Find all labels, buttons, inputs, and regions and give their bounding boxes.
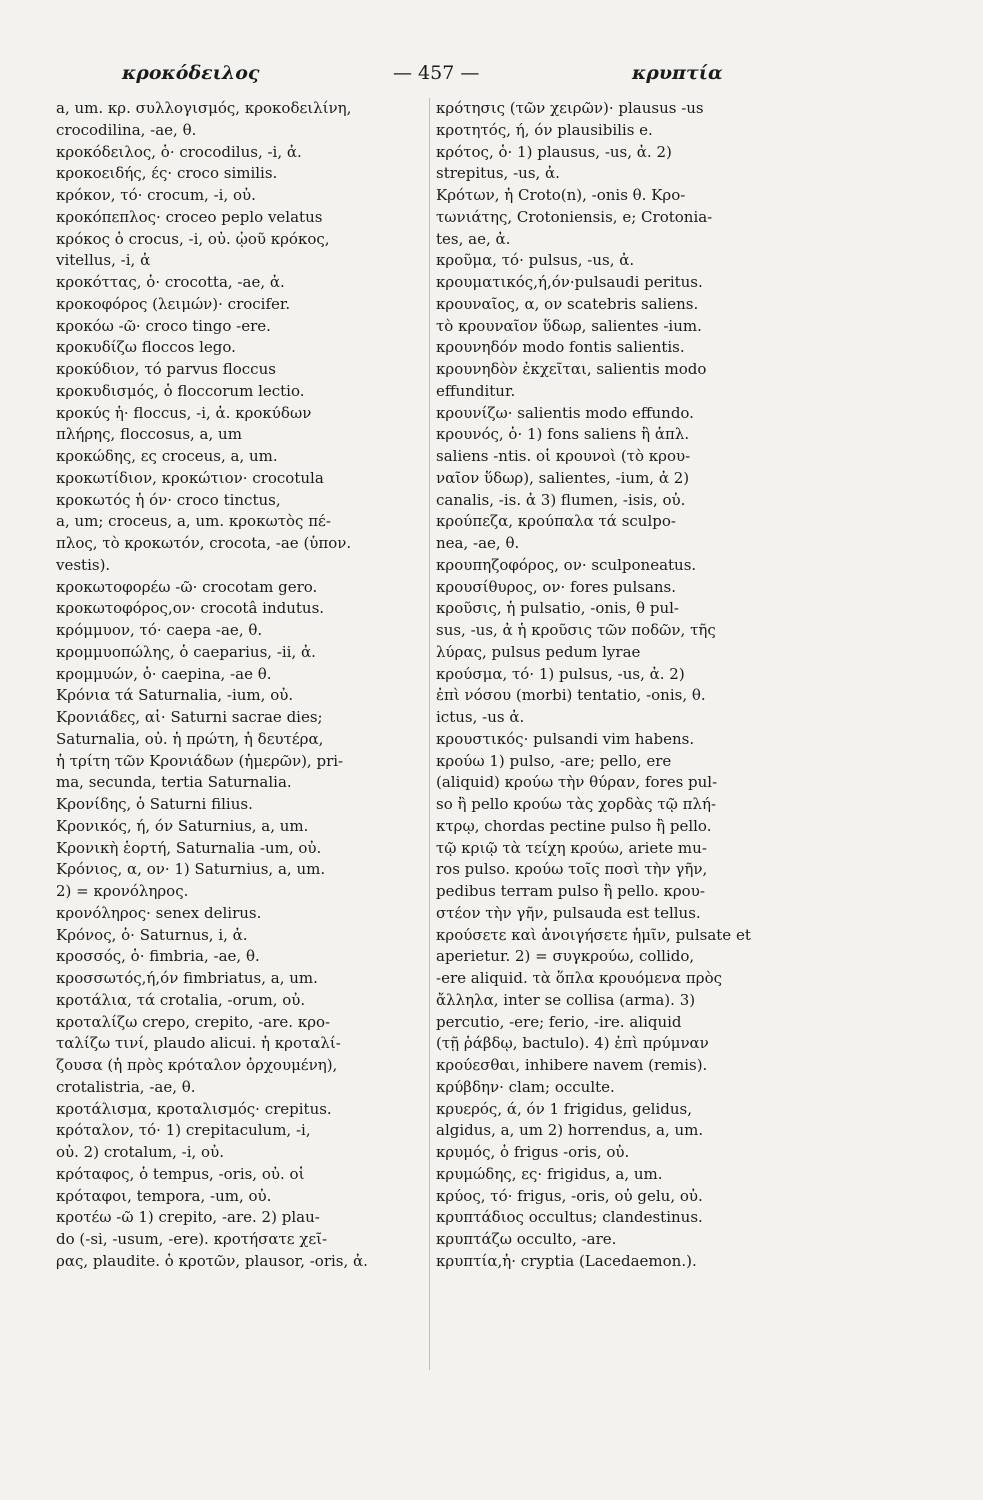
page-header — [0, 62, 983, 86]
dictionary-entry-line: ros pulso. κρούω τοῖς ποσὶ τὴν γῆν, — [436, 860, 708, 879]
dictionary-entry-line: nea, -ae, θ. — [436, 534, 520, 552]
right-running-headword: κρυπτία — [632, 62, 723, 84]
dictionary-entry-line: κρουνός, ὁ· 1) fons saliens ἢ ἁπλ. — [436, 425, 690, 444]
dictionary-entry-line: κρυμός, ὁ frigus -oris, οὐ. — [436, 1143, 630, 1161]
dictionary-entry-line: κροκωτοφόρος,ον· crocotâ indutus. — [56, 599, 325, 618]
dictionary-entry-line: Saturnalia, οὐ. ἡ πρώτη, ἡ δευτέρα, — [56, 729, 324, 748]
dictionary-entry-line: Κρονιάδες, αἱ· Saturni sacrae dies; — [56, 708, 323, 726]
dictionary-entry-line: κροκώδης, ες croceus, a, um. — [56, 447, 278, 465]
dictionary-entry-line: pedibus terram pulso ἢ pello. κρου- — [436, 882, 705, 900]
dictionary-entry-line: saliens -ntis. οἱ κρουνοὶ (τὸ κρου- — [436, 447, 691, 465]
dictionary-entry-line: ἐπὶ νόσου (morbi) tentatio, -onis, θ. — [436, 686, 706, 705]
dictionary-entry-line: τωνιάτης, Crotoniensis, e; Crotonia- — [436, 207, 713, 226]
dictionary-entry-line: κρουπηζοφόρος, ον· sculponeatus. — [436, 555, 697, 574]
dictionary-entry-line: ζουσα (ἡ πρὸς κρόταλον ὀρχουμένη), — [56, 1056, 338, 1074]
dictionary-entry-line: κρούσετε καὶ ἀνοιγήσετε ἡμῖν, pulsate et — [436, 925, 751, 944]
dictionary-entry-line: κρουστικός· pulsandi vim habens. — [436, 729, 695, 748]
dictionary-entry-line: κροκωτοφορέω -ῶ· crocotam gero. — [56, 577, 318, 596]
dictionary-entry-line: κροκόττας, ὁ· crocotta, -ae, ἀ. — [56, 273, 285, 291]
dictionary-entry-line: κρόταφοι, tempora, -um, οὐ. — [56, 1186, 272, 1205]
dictionary-entry-line: τὸ κρουναῖον ὕδωρ, salientes -ium. — [436, 316, 702, 335]
dictionary-entry-line: κρουνίζω· salientis modo effundo. — [436, 403, 694, 422]
dictionary-entry-line: κροκυδισμός, ὁ floccorum lectio. — [56, 381, 305, 400]
dictionary-entry-line: ναῖον ὕδωρ), salientes, -ium, ἀ 2) — [436, 468, 690, 487]
dictionary-entry-line: so ἢ pello κρούω τὰς χορδὰς τῷ πλή- — [436, 795, 717, 813]
dictionary-entry-line: κρόταλον, τό· 1) crepitaculum, -i, — [56, 1121, 311, 1140]
dictionary-entry-line: ἄλληλα, inter se collisa (arma). 3) — [436, 990, 696, 1009]
dictionary-entry-line: κροταλίζω crepo, crepito, -are. κρο- — [56, 1012, 331, 1031]
dictionary-entry-line: Κρότων, ἡ Croto(n), -onis θ. Κρο- — [436, 186, 686, 204]
dictionary-entry-line: λύρας, pulsus pedum lyrae — [436, 642, 641, 661]
dictionary-entry-line: κρομμυοπώλης, ὁ caeparius, -ii, ἀ. — [56, 642, 316, 661]
dictionary-entry-line: Κρόνια τά Saturnalia, -ium, οὐ. — [56, 686, 294, 705]
dictionary-entry-line: κροκόδειλος, ὁ· crocodilus, -i, ἀ. — [56, 142, 302, 161]
dictionary-entry-line: κροῦμα, τό· pulsus, -us, ἀ. — [436, 251, 635, 270]
dictionary-entry-line: Κρονίδης, ὁ Saturni filius. — [56, 795, 253, 813]
dictionary-entry-line: strepitus, -us, ἀ. — [436, 164, 560, 183]
dictionary-entry-line: κροκύς ἡ· floccus, -i, ἀ. κροκύδων — [56, 403, 312, 422]
dictionary-entry-line: (τῇ ῥάβδῳ, bactulo). 4) ἐπὶ πρύμναν — [436, 1034, 709, 1053]
dictionary-entry-line: κροκωτός ἡ όν· croco tinctus, — [56, 490, 281, 509]
dictionary-entry-line: κρούπεζα, κρούπαλα τά sculpo- — [436, 512, 676, 531]
dictionary-entry-line: κρυμώδης, ες· frigidus, a, um. — [436, 1164, 663, 1183]
dictionary-entry-line: κροῦσις, ἡ pulsatio, -onis, θ pul- — [436, 599, 679, 618]
dictionary-entry-line: κρουναῖος, α, ον scatebris saliens. — [436, 294, 699, 313]
dictionary-entry-line: κροκόπεπλος· croceo peplo velatus — [56, 207, 323, 226]
dictionary-entry-line: κρουνηδὸν ἐκχεῖται, salientis modo — [436, 360, 707, 378]
dictionary-entry-line: crotalistria, -ae, θ. — [56, 1077, 196, 1096]
dictionary-entry-line: κρότησις (τῶν χειρῶν)· plausus -us — [436, 99, 704, 117]
dictionary-entry-line: κροκοφόρος (λειμών)· crocifer. — [56, 294, 291, 313]
dictionary-entry-line: κρονόληρος· senex delirus. — [56, 903, 262, 922]
dictionary-entry-line: πλος, τὸ κροκωτόν, crocota, -ae (ὑπον. — [56, 534, 352, 552]
dictionary-entry-line: κρούω 1) pulso, -are; pello, ere — [436, 751, 672, 770]
dictionary-entry-line: crocodilina, -ae, θ. — [56, 120, 197, 139]
dictionary-entry-line: κρυερός, ά, όν 1 frigidus, gelidus, — [436, 1099, 692, 1118]
dictionary-entry-line: -ere aliquid. τὰ ὅπλα κρουόμενα πρὸς — [436, 969, 723, 987]
dictionary-entry-line: κροκωτίδιον, κροκώτιον· crocotula — [56, 468, 324, 487]
dictionary-entry-line: aperietur. 2) = συγκρούω, collido, — [436, 947, 695, 966]
dictionary-entry-line: κρουνηδόν modo fontis salientis. — [436, 338, 685, 357]
dictionary-entry-line: vitellus, -i, ἀ — [56, 251, 151, 270]
dictionary-entry-line: οὐ. 2) crotalum, -i, οὐ. — [56, 1143, 224, 1161]
dictionary-entry-line: vestis). — [56, 555, 111, 574]
dictionary-entry-line: canalis, -is. ἀ 3) flumen, -isis, οὐ. — [436, 490, 686, 509]
dictionary-entry-line: στέον τὴν γῆν, pulsauda est tellus. — [436, 903, 701, 922]
dictionary-entry-line: πλήρης, floccosus, a, um — [56, 425, 242, 444]
dictionary-entry-line: Κρονικὴ ἑορτή, Saturnalia -um, οὐ. — [56, 838, 322, 857]
dictionary-entry-line: κροτέω -ῶ 1) crepito, -are. 2) plau- — [56, 1208, 320, 1227]
dictionary-entry-line: sus, -us, ἀ ἡ κροῦσις τῶν ποδῶν, τῆς — [436, 621, 716, 639]
dictionary-entry-line: κρότος, ὁ· 1) plausus, -us, ἀ. 2) — [436, 142, 672, 161]
dictionary-entry-line: κρομμυών, ὁ· caepina, -ae θ. — [56, 664, 272, 683]
dictionary-entry-line: ictus, -us ἀ. — [436, 708, 525, 726]
dictionary-entry-line: κρόκος ὁ crocus, -i, οὐ. ᾠοῦ κρόκος, — [56, 229, 330, 248]
dictionary-entry-line: κροκοειδής, ές· croco similis. — [56, 164, 278, 183]
dictionary-entry-line: κρούσμα, τό· 1) pulsus, -us, ἀ. 2) — [436, 664, 685, 683]
dictionary-entry-line: Κρόνιος, α, ον· 1) Saturnius, a, um. — [56, 860, 326, 879]
dictionary-entry-line: κρουσίθυρος, ον· fores pulsans. — [436, 577, 677, 596]
dictionary-entry-line: κροτητός, ή, όν plausibilis e. — [436, 120, 653, 139]
dictionary-entry-line: κρούεσθαι, inhibere navem (remis). — [436, 1056, 708, 1074]
dictionary-entry-line: 2) = κρονόληρος. — [56, 882, 189, 900]
dictionary-entry-line: percutio, -ere; ferio, -ire. aliquid — [436, 1012, 682, 1031]
page-number: — 457 — — [393, 62, 480, 84]
dictionary-entry-line: a, um. κρ. συλλογισμός, κροκοδειλίνη, — [56, 99, 352, 117]
dictionary-entry-line: κροκύδιον, τό parvus floccus — [56, 360, 276, 378]
dictionary-entry-line: κροκόω -ῶ· croco tingo -ere. — [56, 316, 271, 335]
dictionary-entry-line: effunditur. — [436, 381, 516, 400]
dictionary-entry-line: algidus, a, um 2) horrendus, a, um. — [436, 1121, 704, 1140]
right-column — [429, 98, 868, 1370]
dictionary-entry-line: κροκυδίζω floccos lego. — [56, 338, 236, 357]
dictionary-entry-line: ma, secunda, tertia Saturnalia. — [56, 773, 292, 792]
dictionary-entry-line: κρόκον, τό· crocum, -i, οὐ. — [56, 186, 256, 204]
dictionary-entry-line: κρυπτάδιος occultus; clandestinus. — [436, 1208, 703, 1227]
dictionary-entry-line: tes, ae, ἀ. — [436, 229, 511, 248]
dictionary-entry-line: a, um; croceus, a, um. κροκωτὸς πέ- — [56, 512, 331, 531]
dictionary-entry-line: κρόταφος, ὁ tempus, -oris, οὐ. οἱ — [56, 1164, 305, 1183]
dictionary-entry-line: ἡ τρίτη τῶν Κρονιάδων (ἡμερῶν), pri- — [56, 751, 344, 770]
dictionary-entry-line: τῷ κριῷ τὰ τείχη κρούω, ariete mu- — [436, 838, 707, 857]
dictionary-entry-line: κροτάλισμα, κροταλισμός· crepitus. — [56, 1099, 332, 1118]
dictionary-entry-line: κρύος, τό· frigus, -oris, οὐ gelu, οὐ. — [436, 1186, 703, 1205]
dictionary-entry-line: κρυπτία,ἡ· cryptia (Lacedaemon.). — [436, 1251, 697, 1270]
left-column — [56, 98, 482, 1273]
dictionary-entry-line: Κρονικός, ή, όν Saturnius, a, um. — [56, 816, 309, 835]
dictionary-entry-line: ταλίζω τινί, plaudo alicui. ἡ κροταλί- — [56, 1034, 341, 1053]
dictionary-entry-line: κτρῳ, chordas pectine pulso ἢ pello. — [436, 816, 712, 835]
dictionary-entry-line: κροσσός, ὁ· fimbria, -ae, θ. — [56, 947, 260, 966]
dictionary-entry-line: ρας, plaudite. ὁ κροτῶν, plausor, -oris, ἀ. — [56, 1251, 368, 1270]
dictionary-entry-line: κρύβδην· clam; occulte. — [436, 1077, 615, 1096]
dictionary-entry-line: do (-si, -usum, -ere). κροτήσατε χεῖ- — [56, 1230, 328, 1248]
dictionary-entry-line: κροσσωτός,ή,όν fimbriatus, a, um. — [56, 969, 318, 987]
dictionary-entry-line: κρυπτάζω occulto, -are. — [436, 1230, 617, 1248]
dictionary-entry-line: κροτάλια, τά crotalia, -orum, οὐ. — [56, 990, 306, 1009]
left-running-headword: κροκόδειλος — [122, 62, 260, 84]
dictionary-entry-line: κρόμμυον, τό· caepa -ae, θ. — [56, 621, 263, 639]
dictionary-entry-line: (aliquid) κρούω τὴν θύραν, fores pul- — [436, 773, 718, 792]
dictionary-entry-line: κρουματικός,ή,όν·pulsaudi peritus. — [436, 273, 703, 291]
dictionary-entry-line: Κρόνος, ὁ· Saturnus, i, ἀ. — [56, 925, 248, 944]
